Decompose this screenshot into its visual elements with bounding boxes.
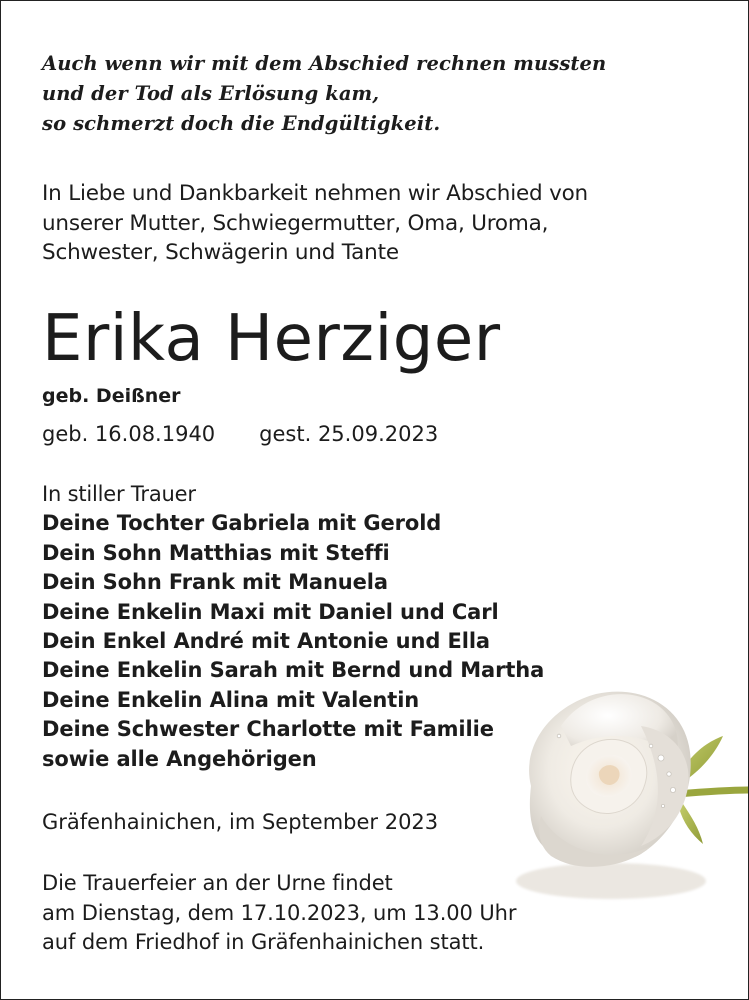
mourners-lead: In stiller Trauer [42, 482, 196, 506]
intro-text [42, 179, 588, 268]
maiden-name: geb. Deißner [42, 385, 181, 407]
mourner-entry: Dein Sohn Frank mit Manuela [42, 570, 388, 595]
deceased-name: Erika Herziger [42, 302, 501, 376]
white-rose-icon [501, 666, 749, 916]
funeral-info-line: auf dem Friedhof in Gräfenhainichen statt. [42, 930, 485, 954]
mourner-entry: Deine Enkelin Maxi mit Daniel und Carl [42, 599, 499, 624]
birth-date: geb. 16.08.1940 [42, 422, 216, 446]
mourner-entry: Deine Enkelin Sarah mit Bernd und Martha [42, 658, 545, 683]
mourner-entry: Dein Sohn Matthias mit Steffi [42, 540, 390, 565]
place-and-date: Gräfenhainichen, im September 2023 [42, 810, 439, 834]
mourner-entry: Deine Schwester Charlotte mit Familie [42, 717, 494, 742]
motto-line: Auch wenn wir mit dem Abschied rechnen mussten [42, 52, 607, 75]
funeral-info-line: am Dienstag, dem 17.10.2023, um 13.00 Uhr [42, 900, 517, 925]
funeral-info [42, 869, 516, 958]
intro-line: unserer Mutter, Schwiegermutter, Oma, Uroma, [42, 210, 549, 236]
motto-line: und der Tod als Erlösung kam, [42, 82, 380, 105]
motto-verse [42, 49, 606, 139]
mourner-entry: Deine Enkelin Alina mit Valentin [42, 687, 420, 712]
funeral-info-line: Die Trauerfeier an der Urne findet [42, 871, 393, 895]
death-date: gest. 25.09.2023 [259, 422, 439, 446]
mourner-entry: Deine Tochter Gabriela mit Gerold [42, 511, 442, 536]
mourner-entry: Dein Enkel André mit Antonie und Ella [42, 629, 490, 654]
mourner-entry: sowie alle Angehörigen [42, 746, 317, 771]
motto-line: so schmerzt doch die Endgültigkeit. [42, 112, 441, 135]
mourners-list [42, 480, 544, 774]
life-dates [42, 419, 438, 449]
intro-line: In Liebe und Dankbarkeit nehmen wir Abschied von [42, 181, 588, 206]
intro-line: Schwester, Schwägerin und Tante [42, 240, 399, 265]
